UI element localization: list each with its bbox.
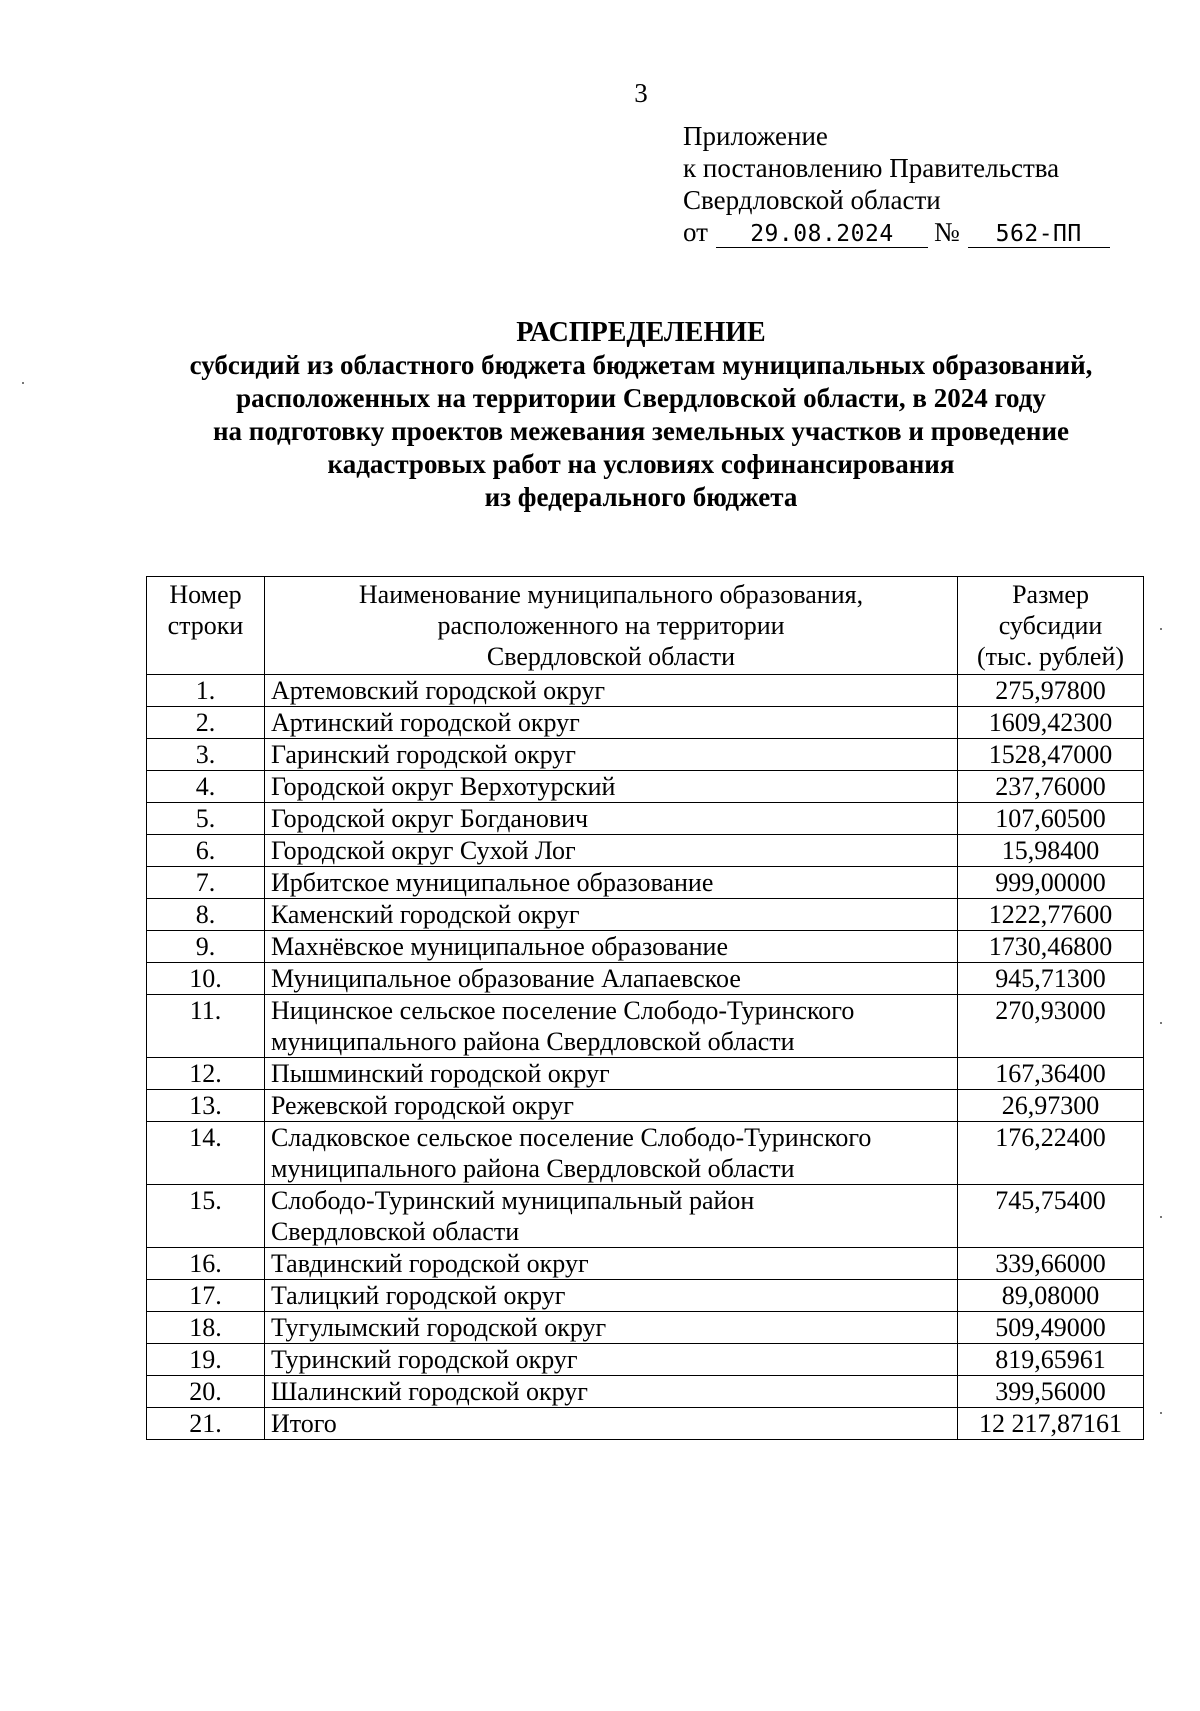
table-row (147, 931, 1144, 963)
row-number: 9. (147, 931, 265, 963)
subsidy-amount: 1730,46800 (958, 931, 1144, 963)
row-number: 4. (147, 771, 265, 803)
table-row (147, 1090, 1144, 1122)
subsidy-amount: 745,75400 (958, 1185, 1144, 1248)
subsidy-amount: 15,98400 (958, 835, 1144, 867)
scan-speck (22, 382, 24, 384)
subsidy-amount: 89,08000 (958, 1280, 1144, 1312)
municipality-name (264, 1312, 957, 1344)
appendix-line-1: Приложение (683, 121, 828, 151)
municipality-name (264, 1248, 957, 1280)
municipality-name (264, 739, 957, 771)
municipality-name-line: Ницинское сельское поселение Слободо-Туринского (270, 996, 855, 1025)
subsidy-amount: 237,76000 (958, 771, 1144, 803)
table-row (147, 1408, 1144, 1440)
table-body (147, 675, 1144, 1440)
municipality-name-line: Слободо-Туринский муниципальный район (270, 1186, 755, 1215)
municipality-name-line: Сладковское сельское поселение Слободо-Туринского (270, 1123, 872, 1152)
municipality-name-line: Тугулымский городской округ (270, 1313, 607, 1342)
table-row (147, 867, 1144, 899)
table-row (147, 1248, 1144, 1280)
row-number: 8. (147, 899, 265, 931)
scan-speck (1160, 1022, 1162, 1024)
table-row (147, 835, 1144, 867)
appendix-line-2: к постановлению Правительства (683, 153, 1060, 183)
municipality-name (264, 675, 957, 707)
municipality-name-line: Шалинский городской округ (270, 1377, 588, 1406)
decree-date: 29.08.2024 (716, 221, 928, 248)
municipality-name-line: Пышминский городской округ (270, 1059, 610, 1088)
row-number: 7. (147, 867, 265, 899)
municipality-name (264, 1185, 957, 1248)
municipality-name-line: Туринский городской округ (270, 1345, 578, 1374)
table-row (147, 707, 1144, 739)
appendix-block (683, 120, 1110, 248)
municipality-name (264, 1122, 957, 1185)
subsidy-amount: 1609,42300 (958, 707, 1144, 739)
row-number: 14. (147, 1122, 265, 1185)
subsidy-amount: 176,22400 (958, 1122, 1144, 1185)
municipality-name (264, 1280, 957, 1312)
header-municipality-name (264, 577, 957, 675)
table-row (147, 771, 1144, 803)
row-number: 2. (147, 707, 265, 739)
title-main: РАСПРЕДЕЛЕНИЕ (516, 317, 766, 348)
document-title (0, 316, 1200, 514)
municipality-name-line: Артемовский городской округ (270, 676, 606, 705)
header-row-number (147, 577, 265, 675)
subsidy-amount: 1528,47000 (958, 739, 1144, 771)
header-text: Свердловской области (486, 642, 736, 671)
subsidy-amount: 275,97800 (958, 675, 1144, 707)
municipality-name-line: Городской округ Сухой Лог (270, 836, 576, 865)
subsidy-amount: 1222,77600 (958, 899, 1144, 931)
subsidy-amount: 999,00000 (958, 867, 1144, 899)
municipality-name (264, 931, 957, 963)
title-line: кадастровых работ на условиях софинансирования (327, 449, 955, 479)
municipality-name (264, 1090, 957, 1122)
table-row (147, 1280, 1144, 1312)
row-number: 1. (147, 675, 265, 707)
municipality-name-line: Городской округ Верхотурский (270, 772, 616, 801)
title-line: на подготовку проектов межевания земельных участков и проведение (212, 416, 1070, 446)
subsidy-amount: 819,65961 (958, 1344, 1144, 1376)
table-row (147, 963, 1144, 995)
municipality-name (264, 995, 957, 1058)
scan-speck (1160, 628, 1162, 630)
decree-date-number-line (683, 216, 1110, 248)
subsidy-amount: 270,93000 (958, 995, 1144, 1058)
municipality-name (264, 707, 957, 739)
subsidy-amount: 12 217,87161 (958, 1408, 1144, 1440)
table-row (147, 1185, 1144, 1248)
subsidy-amount: 339,66000 (958, 1248, 1144, 1280)
municipality-name-line: муниципального района Свердловской области (270, 1154, 795, 1183)
row-number: 16. (147, 1248, 265, 1280)
title-line: из федерального бюджета (484, 482, 798, 512)
title-line: субсидий из областного бюджета бюджетам муниципальных образований, (189, 350, 1093, 380)
row-number: 10. (147, 963, 265, 995)
subsidy-amount: 399,56000 (958, 1376, 1144, 1408)
municipality-name (264, 835, 957, 867)
municipality-name (264, 867, 957, 899)
row-number: 20. (147, 1376, 265, 1408)
header-text: Размер (1012, 580, 1089, 609)
table-row (147, 1312, 1144, 1344)
table-row (147, 995, 1144, 1058)
municipality-name-line: Ирбитское муниципальное образование (270, 868, 714, 897)
municipality-name (264, 1408, 957, 1440)
page-number: 3 (634, 78, 648, 108)
subsidy-distribution-table (146, 576, 1144, 1440)
table-row (147, 1344, 1144, 1376)
table-header-row (147, 577, 1144, 675)
municipality-name (264, 899, 957, 931)
table-row (147, 739, 1144, 771)
subsidy-amount: 509,49000 (958, 1312, 1144, 1344)
subsidy-amount: 945,71300 (958, 963, 1144, 995)
municipality-name (264, 771, 957, 803)
municipality-name (264, 1376, 957, 1408)
municipality-name-line: Режевской городской округ (270, 1091, 574, 1120)
header-text: (тыс. рублей) (977, 642, 1125, 671)
date-prefix: от (683, 217, 708, 247)
municipality-name-line: Махнёвское муниципальное образование (270, 932, 729, 961)
header-text: субсидии (998, 611, 1103, 640)
municipality-name-line: Городской округ Богданович (270, 804, 589, 833)
header-text: строки (167, 611, 244, 640)
municipality-name (264, 803, 957, 835)
subsidy-amount: 26,97300 (958, 1090, 1144, 1122)
table-row (147, 1122, 1144, 1185)
row-number: 19. (147, 1344, 265, 1376)
municipality-name (264, 963, 957, 995)
header-text: Номер (169, 580, 242, 609)
table-row (147, 675, 1144, 707)
header-subsidy-amount (958, 577, 1144, 675)
table-row (147, 1376, 1144, 1408)
subsidy-amount: 107,60500 (958, 803, 1144, 835)
title-line: расположенных на территории Свердловской области, в 2024 году (236, 383, 1046, 413)
decree-number: 562-ПП (968, 221, 1110, 248)
scan-speck (1160, 1216, 1162, 1218)
header-text: Наименование муниципального образования, (358, 580, 864, 609)
scan-speck (1160, 1412, 1162, 1414)
row-number: 5. (147, 803, 265, 835)
header-text: расположенного на территории (437, 611, 785, 640)
row-number: 15. (147, 1185, 265, 1248)
row-number: 6. (147, 835, 265, 867)
row-number: 12. (147, 1058, 265, 1090)
municipality-name-line: Тавдинский городской округ (270, 1249, 589, 1278)
municipality-name-line: муниципального района Свердловской области (270, 1027, 795, 1056)
municipality-name-line: Талицкий городской округ (270, 1281, 566, 1310)
municipality-name-line: Каменский городской округ (270, 900, 580, 929)
table-row (147, 803, 1144, 835)
table-row (147, 1058, 1144, 1090)
row-number: 3. (147, 739, 265, 771)
appendix-line-3: Свердловской области (683, 185, 941, 215)
row-number: 13. (147, 1090, 265, 1122)
row-number: 17. (147, 1280, 265, 1312)
municipality-name-line: Итого (270, 1409, 337, 1438)
municipality-name (264, 1058, 957, 1090)
row-number: 21. (147, 1408, 265, 1440)
municipality-name-line: Гаринский городской округ (270, 740, 576, 769)
row-number: 11. (147, 995, 265, 1058)
table-row (147, 899, 1144, 931)
municipality-name-line: Артинский городской округ (270, 708, 580, 737)
municipality-name (264, 1344, 957, 1376)
municipality-name-line: Муниципальное образование Алапаевское (270, 964, 741, 993)
number-prefix: № (933, 217, 960, 247)
municipality-name-line: Свердловской области (270, 1217, 520, 1246)
row-number: 18. (147, 1312, 265, 1344)
subsidy-amount: 167,36400 (958, 1058, 1144, 1090)
